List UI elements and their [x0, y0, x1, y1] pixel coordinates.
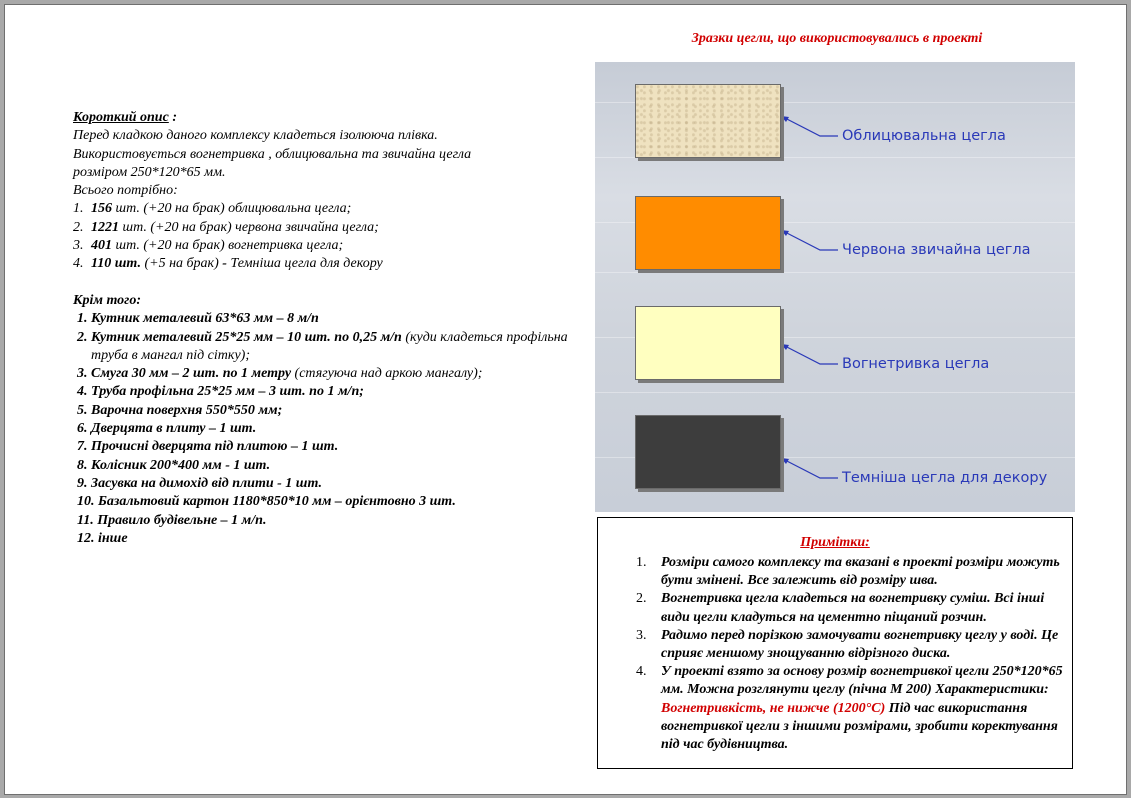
extras-text: Засувка на димохід від плити - 1 шт.: [91, 475, 323, 491]
needs-text: (+5 на брак): [140, 256, 223, 272]
extras-item: [73, 457, 573, 475]
extras-num: 9.: [77, 475, 88, 491]
spacer: [73, 274, 573, 292]
notes-title: Примітки:: [800, 535, 870, 550]
note-text: Розміри самого комплексу та вказані в проекті розміри можуть бути змінені. Все залежить від розміру шва.: [661, 555, 1060, 589]
needs-list: [73, 200, 573, 273]
needs-item: [73, 219, 573, 237]
extras-text: Дверцята в плиту – 1 шт.: [91, 421, 257, 437]
extras-item: [73, 310, 573, 328]
note-item: [636, 590, 1066, 626]
description-line: Всього потрібно:: [73, 183, 178, 199]
description-line: Використовується вогнетривка , облицювальна та звичайна цегла: [73, 146, 472, 162]
note-text: Вогнетривка цегла кладеться на вогнетривку суміш. Всі інші види цегли кладуться на цементно піщаний розчин.: [661, 591, 1045, 625]
extras-num: 3.: [77, 366, 88, 382]
needs-item: [73, 255, 573, 273]
extras-item: [73, 383, 573, 401]
extras-num: 11.: [77, 512, 94, 528]
needs-qty: 110 шт.: [91, 256, 141, 272]
extras-text: Труба профільна 25*25 мм – 3 шт. по 1 м/п;: [91, 384, 364, 400]
extras-num: 1.: [77, 311, 88, 327]
extras-text: Варочна поверхня 550*550 мм;: [91, 402, 283, 418]
description-heading-line: [73, 109, 573, 127]
extras-item: [73, 493, 573, 511]
description-heading-suffix: :: [168, 110, 177, 125]
fireclay-brick-swatch: [635, 306, 781, 380]
extras-item: [73, 475, 573, 493]
needs-qty: 1221: [91, 219, 119, 235]
document-page: [4, 4, 1127, 795]
needs-num: 2.: [73, 219, 84, 235]
brick-label: Вогнетривка цегла: [842, 356, 990, 372]
extras-item: [73, 329, 573, 366]
note-num: 1.: [636, 555, 647, 570]
extras-num: 10.: [77, 494, 95, 510]
note-num: 3.: [636, 627, 647, 643]
extras-item: [73, 530, 573, 548]
description-line: розміром 250*120*65 мм.: [73, 164, 226, 180]
description-line: Перед кладкою даного комплексу кладеться ізолюючa плівка.: [73, 128, 438, 144]
brick-label: Темніша цегла для декору: [842, 470, 1048, 486]
description-heading: Короткий опис: [73, 110, 169, 125]
extras-item: [73, 402, 573, 420]
extras-text: Правило будівельне – 1 м/п.: [97, 512, 267, 528]
extras-item: [73, 365, 573, 383]
extras-text: Базальтовий картон 1180*850*10 мм – орієнтовно 3 шт.: [98, 494, 456, 510]
extras-text: інше: [98, 530, 128, 546]
extras-heading: Крім того:: [73, 292, 142, 308]
needs-text: шт. (+20 на брак) червона звичайна цегла;: [119, 219, 379, 235]
extras-item: [73, 512, 573, 530]
extras-text: Смуга 30 мм – 2 шт. по 1 метру: [91, 366, 292, 382]
facing-brick-swatch: [635, 84, 781, 158]
note-text: Під час використання вогнетривкої цегли з іншими розмірами, зробити коректування під час будівництва.: [661, 700, 1058, 753]
note-item: [636, 627, 1066, 663]
notes-list: [636, 554, 1066, 754]
needs-item: [73, 237, 573, 255]
extras-text: Колісник 200*400 мм - 1 шт.: [91, 457, 271, 473]
extras-extra: (куди кладеться профільна труба в мангал під сітку);: [91, 329, 568, 363]
extras-num: 2.: [77, 329, 88, 345]
extras-text: Кутник металевий 25*25 мм – 10 шт. по 0,25 м/п: [91, 329, 402, 345]
dark-brick-swatch: [635, 415, 781, 489]
extras-text: Кутник металевий 63*63 мм – 8 м/п: [91, 311, 319, 327]
brick-samples-panel: [595, 62, 1075, 512]
note-num: 2.: [636, 591, 647, 607]
note-item: [636, 554, 1066, 590]
note-text: Радимо перед порізкою замочувати вогнетривку цеглу у воді. Це сприяє меншому знощуванню відрізного диска.: [661, 627, 1059, 662]
samples-title: Зразки цегли, що використовувались в проекті: [691, 31, 983, 46]
brick-label: Червона звичайна цегла: [842, 242, 1031, 258]
extras-extra: (стягуюча над аркою мангалу);: [291, 366, 483, 382]
needs-text: шт. (+20 на брак) вогнетривка цегла;: [112, 238, 344, 254]
extras-num: 5.: [77, 402, 88, 418]
note-text: У проекті взято за основу розмір вогнетривкої цегли 250*120*65 мм. Можна розглянути цеглу (пічна М 200) Характеристики:: [661, 664, 1063, 698]
note-num: 4.: [636, 664, 647, 680]
brick-label: Облицювальна цегла: [842, 128, 1006, 144]
red-brick-swatch: [635, 196, 781, 270]
extras-item: [73, 438, 573, 456]
extras-num: 7.: [77, 439, 88, 455]
extras-item: [73, 420, 573, 438]
needs-num: 1.: [73, 201, 84, 217]
needs-num: 3.: [73, 238, 84, 254]
needs-num: 4.: [73, 256, 84, 272]
needs-dash: -: [222, 256, 227, 272]
notes-box: [597, 517, 1073, 769]
needs-tail: Темніша цегла для декору: [226, 256, 383, 272]
extras-list: [73, 310, 573, 548]
extras-num: 6.: [77, 421, 88, 437]
note-highlight: Вогнетривкість, не нижче (1200°C): [661, 700, 886, 716]
needs-qty: 156: [91, 201, 112, 217]
description-block: [73, 109, 573, 548]
extras-num: 4.: [77, 384, 88, 400]
extras-num: 12.: [77, 530, 95, 546]
note-item: [636, 663, 1066, 754]
needs-qty: 401: [91, 238, 112, 254]
needs-text: шт. (+20 на брак) облицювальна цегла;: [112, 201, 352, 217]
extras-text: Прочисні дверцята під плитою – 1 шт.: [91, 439, 339, 455]
needs-item: [73, 200, 573, 218]
extras-num: 8.: [77, 457, 88, 473]
